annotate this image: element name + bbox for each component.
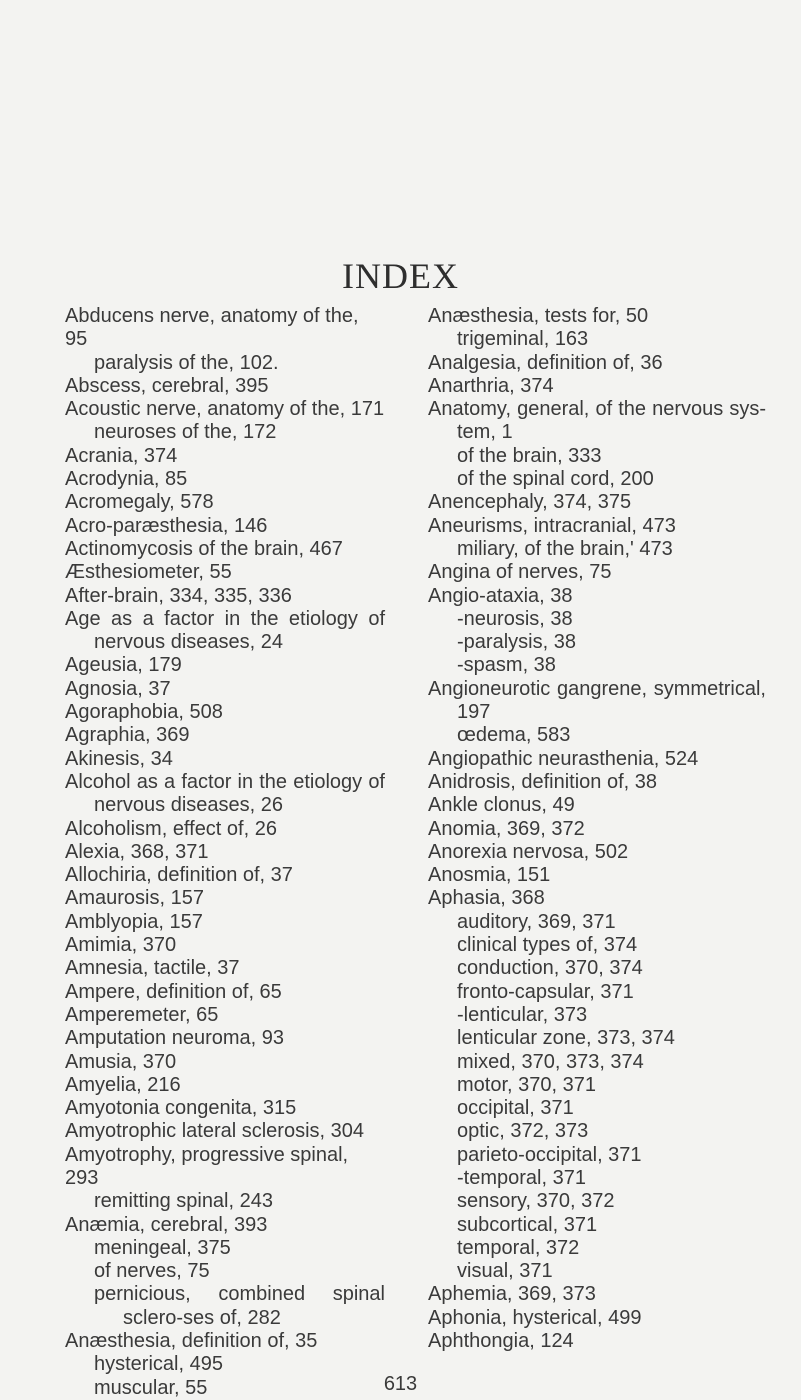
- index-entry: Alcohol as a factor in the etiology of nervous diseases, 26: [65, 770, 385, 817]
- index-subentry: -paralysis, 38: [457, 631, 576, 654]
- index-entry: Analgesia, definition of, 36: [428, 351, 663, 374]
- index-subentry: of nerves, 75: [94, 1260, 210, 1283]
- index-subentry: temporal, 372: [457, 1236, 580, 1259]
- index-entry: Anatomy, general, of the nervous sys-tem, 1: [428, 398, 766, 444]
- index-entry: Age as a factor in the etiology of nervous diseases, 24: [65, 607, 385, 654]
- index-entry: Abducens nerve, anatomy of the, 95: [65, 305, 359, 351]
- index-entry: Anidrosis, definition of, 38: [428, 770, 658, 793]
- index-entry: Aneurisms, intracranial, 473: [428, 514, 676, 537]
- index-entry: Allochiria, definition of, 37: [65, 864, 293, 887]
- index-entry: Anencephaly, 374, 375: [428, 491, 632, 514]
- index-subentry: miliary, of the brain,' 473: [457, 537, 673, 560]
- index-entry: Ageusia, 179: [65, 654, 182, 677]
- index-entry: Ankle clonus, 49: [428, 794, 575, 817]
- index-subentry: trigeminal, 163: [457, 328, 589, 351]
- index-entry: Aphonia, hysterical, 499: [428, 1306, 642, 1329]
- page-title: INDEX: [342, 256, 459, 296]
- index-subentry: neuroses of the, 172: [94, 421, 277, 444]
- index-subentry: fronto-capsular, 371: [457, 980, 634, 1003]
- index-subentry: of the brain, 333: [457, 444, 602, 467]
- index-subentry: lenticular zone, 373, 374: [457, 1027, 675, 1050]
- index-entry: Actinomycosis of the brain, 467: [65, 537, 343, 560]
- index-entry: Angiopathic neurasthenia, 524: [428, 747, 699, 770]
- index-entry: After-brain, 334, 335, 336: [65, 584, 292, 607]
- index-entry: Anæmia, cerebral, 393: [65, 1213, 268, 1236]
- index-subentry: auditory, 369, 371: [457, 910, 616, 933]
- index-column-right: [428, 305, 766, 1353]
- index-entry: Agraphia, 369: [65, 724, 190, 747]
- index-entry: Acrania, 374: [65, 444, 178, 467]
- index-entry: Agnosia, 37: [65, 677, 171, 700]
- index-subentry: mixed, 370, 373, 374: [457, 1050, 644, 1073]
- index-entry: Angio-ataxia, 38: [428, 584, 573, 607]
- index-entry: Angina of nerves, 75: [428, 561, 612, 584]
- index-entry: Anæsthesia, definition of, 35: [65, 1330, 318, 1353]
- index-subentry: subcortical, 371: [457, 1213, 598, 1236]
- index-subentry: hysterical, 495: [94, 1353, 223, 1376]
- index-entry: Anæsthesia, tests for, 50: [428, 305, 649, 327]
- index-entry: Aphthongia, 124: [428, 1330, 574, 1353]
- index-entry: Amyotrophy, progressive spinal, 293: [65, 1143, 349, 1189]
- index-subentry: conduction, 370, 374: [457, 957, 643, 980]
- index-entry: Amblyopia, 157: [65, 910, 203, 933]
- index-subentry: of the spinal cord, 200: [457, 468, 654, 491]
- index-subentry: visual, 371: [457, 1260, 553, 1283]
- index-subentry: -lenticular, 373: [457, 1003, 588, 1026]
- index-entry: Amperemeter, 65: [65, 1003, 219, 1026]
- index-entry: Ampere, definition of, 65: [65, 980, 282, 1003]
- index-entry: Anarthria, 374: [428, 374, 554, 397]
- index-subentry: motor, 370, 371: [457, 1073, 596, 1096]
- index-subentry: paralysis of the, 102.: [94, 351, 279, 374]
- index-entry: Æsthesiometer, 55: [65, 561, 232, 584]
- index-entry: Acro-paræsthesia, 146: [65, 514, 268, 537]
- index-entry: Acrodynia, 85: [65, 468, 188, 491]
- index-entry: Amyotonia congenita, 315: [65, 1097, 297, 1120]
- index-entry: Amaurosis, 157: [65, 887, 204, 910]
- index-subentry: occipital, 371: [457, 1097, 574, 1120]
- index-entry: Akinesis, 34: [65, 747, 173, 770]
- index-subentry: -temporal, 371: [457, 1166, 586, 1189]
- index-entry: Alcoholism, effect of, 26: [65, 817, 277, 840]
- index-subentry: meningeal, 375: [94, 1236, 231, 1259]
- index-subentry: optic, 372, 373: [457, 1120, 589, 1143]
- index-entry: Amyotrophic lateral sclerosis, 304: [65, 1120, 365, 1143]
- page-number: 613: [383, 1373, 418, 1395]
- index-subentry: pernicious, combined spinal sclero-ses of, 282: [94, 1283, 385, 1329]
- index-entry: Amimia, 370: [65, 934, 177, 957]
- index-entry: Anomia, 369, 372: [428, 817, 585, 840]
- index-entry: Anorexia nervosa, 502: [428, 840, 629, 863]
- index-entry: Acoustic nerve, anatomy of the, 171: [65, 398, 385, 421]
- index-entry: Amputation neuroma, 93: [65, 1027, 285, 1050]
- index-entry: Aphasia, 368: [428, 887, 545, 910]
- index-subentry: sensory, 370, 372: [457, 1190, 615, 1213]
- index-entry: Amnesia, tactile, 37: [65, 957, 240, 980]
- index-entry: Abscess, cerebral, 395: [65, 374, 269, 397]
- index-column-left: [65, 305, 385, 1400]
- index-subentry: œdema, 583: [457, 724, 571, 747]
- index-subentry: muscular, 55: [94, 1376, 208, 1399]
- index-entry: Amusia, 370: [65, 1050, 177, 1073]
- index-subentry: -spasm, 38: [457, 654, 556, 677]
- index-entry: Aphemia, 369, 373: [428, 1283, 596, 1306]
- index-entry: Amyelia, 216: [65, 1073, 181, 1096]
- index-entry: Alexia, 368, 371: [65, 840, 209, 863]
- index-subentry: -neurosis, 38: [457, 607, 573, 630]
- index-entry: Anosmia, 151: [428, 864, 551, 887]
- index-entry: Agoraphobia, 508: [65, 701, 223, 724]
- index-subentry: clinical types of, 374: [457, 934, 638, 957]
- index-subentry: parieto-occipital, 371: [457, 1143, 642, 1166]
- index-entry: Angioneurotic gangrene, symmetrical, 197: [428, 677, 766, 724]
- index-subentry: remitting spinal, 243: [94, 1190, 273, 1213]
- index-entry: Acromegaly, 578: [65, 491, 214, 514]
